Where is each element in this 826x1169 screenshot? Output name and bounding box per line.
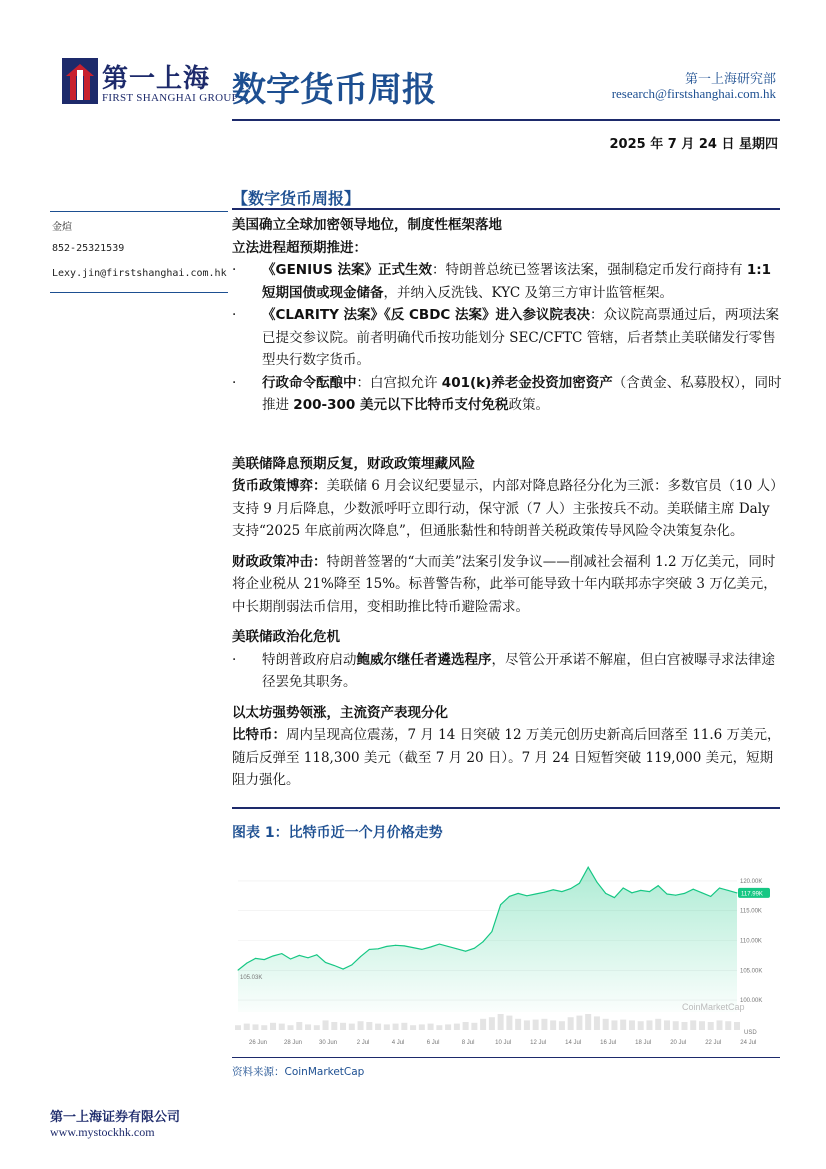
analyst-name: 金煊 (52, 222, 72, 233)
data-point (448, 946, 449, 947)
data-point (386, 946, 387, 947)
volume-bar (524, 1020, 530, 1030)
volume-bar (541, 1019, 547, 1030)
volume-bar (734, 1022, 740, 1030)
volume-bar (253, 1024, 259, 1030)
section-title: 【数字货币周报】 (232, 189, 361, 208)
data-point (710, 896, 711, 897)
data-point (325, 962, 326, 963)
volume-bar (419, 1024, 425, 1030)
footer-company: 第一上海证券有限公司 (50, 1110, 181, 1125)
paragraph-monetary: 货币政策博弈：美联储 6 月会议纪要显示，内部对降息路径分化为三派：多数官员（10 人）支持 9 月后降息，少数派呼吁立即行动，保守派（7 人）主张按兵不动。美联储主席 Daly 支持“2025 年底前两次降息”，但通胀黏性和特朗普关税政策传导风险令决策复杂化。 (232, 478, 777, 539)
data-point (369, 949, 370, 950)
unit-label: USD (744, 1030, 757, 1036)
subheading-legislation: 立法进程超预期推进： (232, 239, 367, 256)
data-point (456, 948, 457, 949)
x-tick-label: 6 Jul (426, 1040, 440, 1046)
x-tick-label: 4 Jul (391, 1040, 405, 1046)
volume-bar (480, 1019, 486, 1030)
list-item: · 《CLARITY 法案》《反 CBDC 法案》进入参议院表决：众议院高票通过后，两项法案已提交参议院。前者明确代币按功能划分 SEC/CFTC 管辖，后者禁止美联储发行零售型央行数字货币。 (232, 307, 780, 368)
paragraph-bitcoin: 比特币：周内呈现高位震荡，7 月 14 日突破 12 万美元创历史新高后回落至 11.6 万美元，随后反弹至 118,300 美元（截至 7 月 20 日）。7 月 24 日短暂突破 119,000 美元，短期阻力强化。 (232, 727, 781, 788)
volume-bar (629, 1020, 635, 1030)
data-point (343, 969, 344, 970)
list-item: · 行政命令酝酿中：白宫拟允许 401(k)养老金投资加密资产（含黄金、私募股权），同时推进 200-300 美元以下比特币支付免税政策。 (232, 374, 782, 413)
section-divider (232, 208, 780, 210)
company-logo-icon (62, 58, 98, 104)
data-point (395, 945, 396, 946)
volume-bar (673, 1021, 679, 1030)
data-point (526, 895, 527, 896)
analyst-email-link[interactable]: Lexy.jin@firstshanghai.com.hk (52, 268, 227, 279)
data-point (518, 893, 519, 894)
volume-bar (305, 1024, 311, 1030)
analyst-phone: 852-25321539 (52, 243, 125, 254)
volume-bar (235, 1025, 241, 1030)
data-point (255, 958, 256, 959)
volume-bar (410, 1025, 416, 1030)
volume-bar (725, 1021, 731, 1030)
volume-bar (428, 1024, 434, 1030)
volume-bar (261, 1025, 267, 1030)
x-tick-label: 10 Jul (495, 1040, 512, 1046)
data-point (728, 890, 729, 891)
volume-bar (638, 1021, 644, 1030)
y-tick-label: 105.00K (740, 968, 763, 975)
volume-bar (664, 1020, 670, 1030)
figure-divider (232, 807, 780, 809)
y-tick-label: 110.00K (740, 938, 762, 945)
data-point (246, 963, 247, 964)
x-tick-label: 12 Jul (530, 1040, 547, 1046)
data-point (640, 890, 641, 891)
volume-bar (445, 1024, 451, 1030)
data-point (666, 894, 667, 895)
x-tick-label: 20 Jul (670, 1040, 687, 1046)
volume-bar (454, 1024, 460, 1030)
data-point (737, 892, 738, 893)
data-point (334, 965, 335, 966)
volume-bar (323, 1020, 329, 1030)
list-item: · 《GENIUS 法案》正式生效：特朗普总统已签署该法案，强制稳定币发行商持有 1:1 短期国债或现金储备，并纳入反洗钱、KYC 及第三方审计监管框架。 (232, 262, 771, 301)
volume-bar (288, 1025, 294, 1030)
chart-divider (232, 1057, 780, 1058)
data-point (308, 957, 309, 958)
data-point (351, 964, 352, 965)
data-point (378, 948, 379, 949)
x-tick-label: 28 Jun (284, 1040, 303, 1046)
volume-bar (550, 1020, 556, 1030)
volume-bar (498, 1014, 504, 1030)
report-date: 2025 年 7 月 24 日 星期四 (609, 137, 778, 152)
data-point (649, 891, 650, 892)
research-dept: 第一上海研究部 (684, 71, 776, 86)
btc-price-chart (232, 852, 780, 1052)
heading-fed-politicization: 美联储政治化危机 (232, 629, 340, 645)
data-point (290, 958, 291, 959)
footer-url-link[interactable]: www.mystockhk.com (50, 1125, 155, 1139)
data-point (316, 954, 317, 955)
y-tick-label: 100.00K (740, 998, 763, 1005)
data-point (614, 897, 615, 898)
x-tick-label: 8 Jul (461, 1040, 475, 1046)
chart-watermark: CoinMarketCap (682, 1002, 745, 1012)
volume-bar (384, 1024, 390, 1030)
volume-bar (559, 1021, 565, 1030)
logo-english-name: FIRST SHANGHAI GROUP (102, 92, 238, 104)
data-point (570, 888, 571, 889)
volume-bar (314, 1025, 320, 1030)
volume-bar (708, 1022, 714, 1030)
data-point (421, 949, 422, 950)
volume-bar (366, 1022, 372, 1030)
heading-eth-lead: 以太坊强势领涨，主流资产表现分化 (232, 704, 448, 721)
volume-bar (270, 1023, 276, 1030)
data-point (693, 889, 694, 890)
x-tick-label: 22 Jul (705, 1040, 722, 1046)
data-point (404, 945, 405, 946)
volume-bar (716, 1020, 722, 1030)
volume-bar (655, 1019, 661, 1030)
start-price-label: 105.03K (240, 975, 263, 982)
data-point (500, 904, 501, 905)
volume-bar (340, 1023, 346, 1030)
volume-bar (436, 1025, 442, 1030)
data-point (588, 867, 589, 868)
data-point (238, 970, 239, 971)
volume-bar (393, 1024, 399, 1030)
x-tick-label: 2 Jul (356, 1040, 370, 1046)
volume-bar (489, 1017, 495, 1030)
data-point (579, 883, 580, 884)
volume-bar (603, 1019, 609, 1030)
volume-bar (646, 1020, 652, 1030)
volume-bar (506, 1016, 512, 1030)
volume-bar (244, 1024, 250, 1030)
volume-bar (358, 1021, 364, 1030)
x-tick-label: 30 Jun (319, 1040, 338, 1046)
data-point (719, 888, 720, 889)
report-title: 数字货币周报 (232, 70, 436, 110)
data-point (360, 956, 361, 957)
research-email-link[interactable]: research@firstshanghai.com.hk (611, 86, 776, 101)
x-tick-label: 18 Jul (635, 1040, 652, 1046)
data-point (491, 931, 492, 932)
x-tick-label: 26 Jun (248, 1040, 268, 1046)
data-point (605, 893, 606, 894)
data-point (631, 892, 632, 893)
data-point (273, 955, 274, 956)
data-point (658, 885, 659, 886)
volume-bar (594, 1016, 600, 1030)
volume-bar (471, 1023, 477, 1030)
data-point (430, 947, 431, 948)
data-point (264, 959, 265, 960)
volume-bar (568, 1017, 574, 1030)
data-point (675, 895, 676, 896)
data-point (465, 951, 466, 952)
volume-bar (463, 1022, 469, 1030)
volume-bar (681, 1022, 687, 1030)
volume-bar (375, 1024, 381, 1030)
volume-bar (620, 1020, 626, 1030)
volume-bar (401, 1023, 407, 1030)
y-tick-label: 115.00K (740, 908, 762, 915)
data-point (684, 893, 685, 894)
data-point (596, 882, 597, 883)
data-point (439, 944, 440, 945)
volume-bar (296, 1022, 302, 1030)
paragraph-fiscal: 财政政策冲击：特朗普签署的“大而美”法案引发争议——削减社会福利 1.2 万亿美元，同时将企业税从 21%降至 15%。标普警告称，此举可能导致十年内联邦赤字突破 3 万亿美元，中长期削弱法币信用，变相助推比特币避险需求。 (232, 553, 777, 615)
volume-bar (349, 1024, 355, 1030)
volume-bar (611, 1020, 617, 1030)
report-body (232, 214, 782, 792)
x-tick-label: 16 Jul (600, 1040, 617, 1046)
sidebar-divider-bottom (50, 292, 228, 293)
x-tick-label: 24 Jul (740, 1040, 757, 1046)
data-point (535, 894, 536, 895)
volume-bar (699, 1021, 705, 1030)
volume-bar (576, 1016, 582, 1030)
data-point (483, 941, 484, 942)
volume-bar (331, 1022, 337, 1030)
figure-title: 图表 1：比特币近一个月价格走势 (232, 825, 443, 841)
data-point (413, 947, 414, 948)
volume-bar (515, 1019, 521, 1030)
volume-bar (690, 1020, 696, 1030)
volume-bar (585, 1014, 591, 1030)
header-divider (232, 119, 780, 121)
current-price-label: 117.99K (741, 891, 763, 898)
data-point (299, 955, 300, 956)
data-point (701, 892, 702, 893)
data-point (281, 953, 282, 954)
data-point (561, 891, 562, 892)
figure-source: 资料来源：CoinMarketCap (232, 1066, 365, 1078)
data-point (474, 948, 475, 949)
heading-us-leadership: 美国确立全球加密领导地位，制度性框架落地 (232, 217, 502, 233)
data-point (553, 889, 554, 890)
volume-bar (533, 1020, 539, 1030)
list-item: · 特朗普政府启动鲍威尔继任者遴选程序，尽管公开承诺不解雇，但白宫被曝寻求法律途径罢免其职务。 (232, 651, 775, 690)
data-point (544, 892, 545, 893)
heading-fed-policy: 美联储降息预期反复，财政政策埋藏风险 (232, 455, 475, 472)
x-tick-label: 14 Jul (565, 1040, 582, 1046)
logo-chinese-name: 第一上海 (102, 64, 211, 94)
data-point (623, 888, 624, 889)
sidebar-divider-top (50, 211, 228, 212)
volume-bar (279, 1024, 285, 1030)
data-point (509, 896, 510, 897)
y-tick-label: 120.00K (740, 878, 763, 885)
